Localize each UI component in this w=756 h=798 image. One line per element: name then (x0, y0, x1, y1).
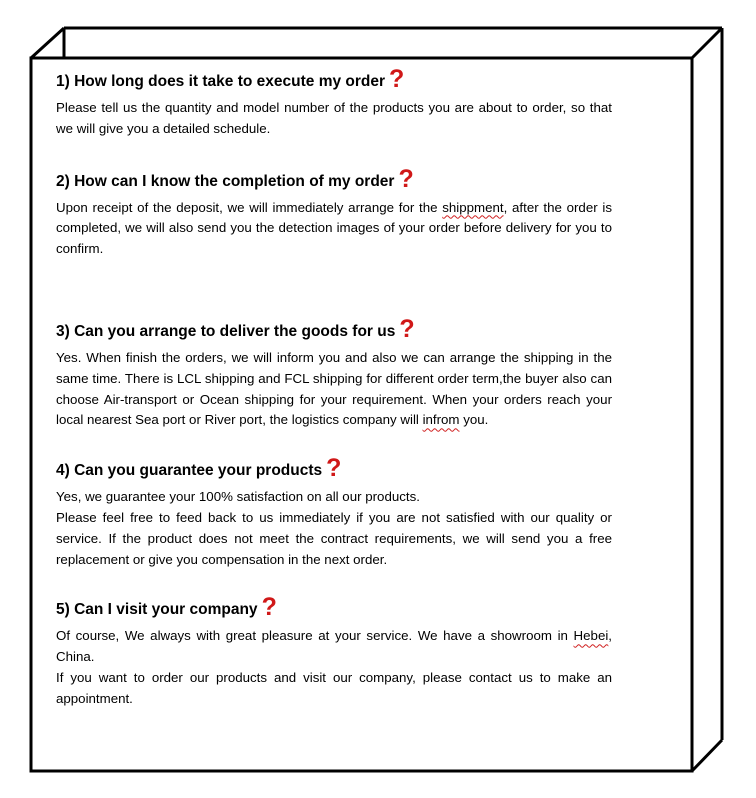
faq-item-1 (56, 65, 612, 140)
answer-text: , China. (56, 628, 612, 665)
answer-paragraph (56, 198, 612, 260)
faq-question-5-text: 5) Can I visit your company (56, 601, 258, 619)
answer-paragraph (56, 668, 612, 710)
faq-item-5 (56, 593, 612, 709)
flagged-word: infrom (422, 412, 460, 428)
faq-question-5 (56, 593, 612, 626)
answer-paragraph (56, 98, 612, 140)
question-mark-icon: ? (398, 164, 414, 193)
faq-item-4 (56, 454, 612, 570)
answer-text: Please tell us the quantity and model number of the products you are about to order, so that we will give you a detailed schedule. (56, 100, 612, 136)
answer-text: , after the order is completed, we will also send you the detection images of your order before delivery for you to confirm. (56, 199, 612, 257)
answer-paragraph (56, 487, 612, 508)
flagged-word: shippment (442, 199, 504, 215)
answer-paragraph (56, 626, 612, 668)
faq-answer-3 (56, 348, 612, 431)
faq-item-3 (56, 314, 612, 431)
faq-answer-1 (56, 98, 612, 140)
answer-text: you. (459, 412, 489, 428)
question-mark-icon: ? (261, 593, 277, 622)
answer-text: Yes, we guarantee your 100% satisfaction on all our products. (56, 489, 420, 505)
question-mark-icon: ? (399, 314, 415, 343)
faq-question-3 (56, 314, 612, 348)
faq-item-2 (56, 164, 612, 260)
question-mark-icon: ? (326, 454, 342, 483)
faq-answer-4 (56, 487, 612, 570)
answer-paragraph (56, 348, 612, 431)
answer-text: Of course, We always with great pleasure at your service. We have a showroom in (56, 628, 574, 644)
faq-answer-2 (56, 198, 612, 260)
faq-question-4-text: 4) Can you guarantee your products (56, 462, 323, 480)
answer-text: Yes. When finish the orders, we will inform you and also we can arrange the shipping in the same time. There is LCL shipping and FCL shipping for different order term,the buyer also can choose Air-transport or Ocean shipping for your requirement. When your orders reach your local nearest Sea port or River port, the logistics company will (56, 349, 612, 428)
faq-question-1-text: 1) How long does it take to execute my order (56, 73, 386, 90)
faq-question-2-text: 2) How can I know the completion of my order (56, 172, 395, 190)
answer-text: Upon receipt of the deposit, we will immediately arrange for the (56, 199, 443, 215)
answer-paragraph (56, 508, 612, 570)
faq-question-4 (56, 454, 612, 487)
faq-list (56, 65, 612, 710)
faq-answer-5 (56, 626, 612, 709)
question-mark-icon: ? (389, 65, 405, 93)
flagged-word: Hebei (573, 628, 609, 644)
faq-question-3-text: 3) Can you arrange to deliver the goods for us (56, 322, 396, 340)
faq-question-1 (56, 65, 612, 98)
faq-question-2 (56, 164, 612, 198)
answer-text: If you want to order our products and visit our company, please contact us to make an appointment. (56, 669, 612, 706)
answer-text: Please feel free to feed back to us immediately if you are not satisfied with our quality or service. If the product does not meet the contract requirements, we will send you a free replacement or give you compensation in the next order. (56, 509, 612, 567)
